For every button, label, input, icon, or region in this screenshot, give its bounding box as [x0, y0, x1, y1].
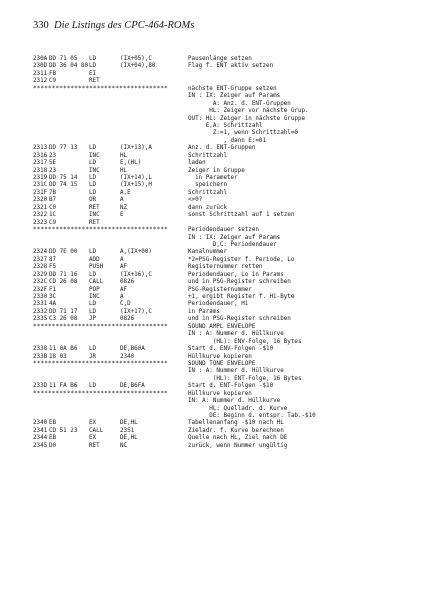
comment-row	[33, 331, 413, 338]
address: 231C	[33, 182, 48, 189]
mnemonic: JP	[89, 316, 97, 323]
comment: +1, ergibt Register f. Hi-Byte	[188, 294, 295, 300]
listing-row	[33, 279, 413, 286]
comment: OUT: HL: Zeiger in nächste Gruppe	[188, 115, 306, 122]
address: 230D	[33, 63, 48, 70]
operand: (IX+15),H	[120, 182, 152, 189]
address: 2332	[33, 308, 48, 315]
listing-row	[33, 71, 413, 78]
listing-row	[33, 197, 413, 204]
operand: DE,HL	[120, 420, 138, 427]
operand: 2351	[120, 427, 135, 434]
hex-bytes: 23	[49, 152, 57, 159]
mnemonic: ADD	[89, 256, 100, 263]
mnemonic: EX	[89, 420, 97, 427]
section-header-row	[33, 324, 413, 331]
section-header-row	[33, 227, 413, 234]
hex-bytes: 3C	[49, 294, 57, 300]
listing-row	[33, 220, 413, 227]
mnemonic: LD	[89, 63, 97, 70]
hex-bytes: 5E	[49, 160, 57, 167]
listing-row	[33, 264, 413, 271]
address: 233B	[33, 353, 48, 360]
comment: Hüllkurve kopieren	[188, 390, 252, 397]
listing-row	[33, 301, 413, 308]
address: 2341	[33, 427, 48, 434]
mnemonic: INC	[89, 212, 100, 219]
operand: (IX+14),L	[120, 175, 152, 181]
comment: (HL): ENV-Folge, 16 Bytes	[188, 338, 302, 345]
hex-bytes: DD 71 17	[49, 308, 78, 315]
hex-bytes: 7B	[49, 189, 57, 196]
hex-bytes: F5	[49, 264, 57, 271]
address: 2344	[33, 435, 48, 442]
hex-bytes: CD 26 08	[49, 279, 78, 286]
listing-row	[33, 316, 413, 323]
hex-bytes: C9	[49, 78, 57, 85]
hex-bytes: FB	[49, 70, 57, 77]
hex-bytes: EB	[49, 420, 57, 427]
operand: (IX+04),80	[120, 63, 156, 70]
listing-row	[33, 153, 413, 160]
comment: , dann E:=01	[188, 137, 267, 144]
address: 2329	[33, 271, 48, 278]
comment: IN: A: Nummer d. Hüllkurve	[188, 398, 281, 405]
comment: E,A: Schrittzahl	[188, 122, 263, 129]
operand: 0826	[120, 316, 135, 323]
comment: PSG-Registernummer	[188, 286, 252, 293]
address: 2318	[33, 167, 48, 174]
listing-row	[33, 205, 413, 212]
comment: Quelle nach HL, Ziel nach DE	[188, 435, 288, 442]
mnemonic: RET	[89, 78, 100, 85]
operand: (IX+17),C	[120, 308, 152, 315]
comment: speichern	[188, 182, 228, 189]
comment: Hüllkurve kopieren	[188, 353, 252, 360]
listing-row	[33, 145, 413, 152]
hex-bytes: C9	[49, 219, 57, 226]
comment: HL: Zeiger vor nächste Grup.	[188, 108, 309, 115]
operand: A,E	[120, 189, 131, 196]
operand: 0826	[120, 279, 135, 286]
comment: *2=PSG-Register f. Periode, Lo	[188, 256, 295, 263]
listing-row	[33, 212, 413, 219]
listing-row	[33, 257, 413, 264]
comment-row	[33, 116, 413, 123]
operand: NC	[120, 442, 128, 449]
operand: HL	[120, 167, 128, 174]
hex-bytes: B7	[49, 197, 57, 204]
listing-row	[33, 272, 413, 279]
operand: NZ	[120, 204, 128, 211]
mnemonic: RET	[89, 204, 100, 211]
listing-row	[33, 56, 413, 63]
hex-bytes: D0	[49, 442, 57, 449]
address: 233D	[33, 383, 48, 390]
mnemonic: EX	[89, 435, 97, 442]
comment: Registernummer retten	[188, 264, 263, 271]
operand: DE,B60A	[120, 346, 145, 353]
mnemonic: LD	[89, 383, 97, 390]
page-number: 330	[33, 20, 49, 31]
comment: Periodendauer, Lo in Params	[188, 271, 284, 278]
hex-bytes: 11 0A B6	[49, 346, 78, 353]
mnemonic: LD	[89, 182, 97, 189]
mnemonic: LD	[89, 145, 97, 152]
listing-row	[33, 190, 413, 197]
comment: Periodendauer, Hi	[188, 301, 249, 308]
listing-row	[33, 78, 413, 85]
hex-bytes: DD 75 14	[49, 175, 78, 181]
comment: Anz. d. ENT-Gruppen	[188, 145, 256, 152]
mnemonic: RET	[89, 442, 100, 449]
address: 2313	[33, 145, 48, 152]
operand: (IX+13),A	[120, 145, 152, 152]
listing-row	[33, 443, 413, 450]
mnemonic: JR	[89, 353, 97, 360]
operand: A	[120, 256, 124, 263]
comment: laden	[188, 160, 206, 167]
mnemonic: CALL	[89, 427, 104, 434]
address: 2331	[33, 301, 48, 308]
operand: E	[120, 212, 124, 219]
listing-row	[33, 383, 413, 390]
comment: HL: Quelladr. d. Kurve	[188, 405, 288, 412]
address: 2316	[33, 152, 48, 159]
comment: A: Anz. d. ENT-Gruppen	[188, 100, 291, 107]
operand: A,(IX+00)	[120, 249, 152, 256]
comment: Pausenlänge setzen	[188, 56, 252, 62]
mnemonic: INC	[89, 167, 100, 174]
comment: Tabellenanfang -$10 nach HL	[188, 420, 284, 427]
operand: HL	[120, 152, 128, 159]
listing-row	[33, 435, 413, 442]
listing-row	[33, 294, 413, 301]
mnemonic: INC	[89, 294, 100, 300]
comment: Z:=1, wenn Schrittzahl=0	[188, 130, 298, 137]
comment: <>0?	[188, 197, 203, 204]
comment: Periodendauer setzen	[188, 227, 259, 234]
comment: Schrittzahl	[188, 152, 228, 159]
address: 2338	[33, 346, 48, 353]
address: 2312	[33, 78, 48, 85]
comment: IN : IX: Zeiger auf Params	[188, 93, 281, 100]
mnemonic: INC	[89, 152, 100, 159]
mnemonic: LD	[89, 175, 97, 181]
address: 2319	[33, 175, 48, 181]
operand: C,D	[120, 301, 131, 308]
mnemonic: LD	[89, 301, 97, 308]
listing-row	[33, 182, 413, 189]
comment-row	[33, 398, 413, 405]
hex-bytes: DD 36 04 80	[49, 63, 89, 70]
comment: und in PSG-Register schreiben	[188, 316, 291, 323]
comment-row	[33, 138, 413, 145]
comment: IN : A: Nummer d. Hüllkurve	[188, 331, 284, 338]
address: 2328	[33, 264, 48, 271]
listing-row	[33, 309, 413, 316]
separator-stars: ************************************	[33, 323, 168, 330]
mnemonic: LD	[89, 346, 97, 353]
hex-bytes: DD 74 15	[49, 182, 78, 189]
hex-bytes: C0	[49, 204, 57, 211]
mnemonic: LD	[89, 56, 97, 62]
operand: A	[120, 197, 124, 204]
listing-row	[33, 168, 413, 175]
comment: Flag f. ENT aktiv setzen	[188, 63, 274, 70]
address: 2321	[33, 204, 48, 211]
address: 230A	[33, 56, 48, 62]
hex-bytes: F1	[49, 286, 57, 293]
operand: (IX+05),C	[120, 56, 152, 62]
hex-bytes: 1C	[49, 212, 57, 219]
comment-row	[33, 242, 413, 249]
address: 2322	[33, 212, 48, 219]
comment-row	[33, 101, 413, 108]
separator-stars: ************************************	[33, 85, 168, 92]
comment: DE: Beginn d. entspr. Tab.-$10	[188, 413, 316, 419]
listing-row	[33, 160, 413, 167]
hex-bytes: 87	[49, 256, 57, 263]
comment: Start d. ENV-Folgen -$10	[188, 346, 274, 353]
address: 2330	[33, 294, 48, 300]
separator-stars: ************************************	[33, 227, 168, 234]
hex-bytes: C3 26 08	[49, 316, 78, 323]
hex-bytes: DD 71 16	[49, 271, 78, 278]
listing-row	[33, 420, 413, 427]
comment: Schrittzahl	[188, 189, 228, 196]
operand: E,(HL)	[120, 160, 142, 167]
comment: zurück, wenn Nummer ungültig	[188, 442, 288, 449]
comment: Start d. ENT-Folgen -$10	[188, 383, 274, 390]
mnemonic: LD	[89, 271, 97, 278]
address: 2335	[33, 316, 48, 323]
hex-bytes: EB	[49, 435, 57, 442]
comment: in Params	[188, 308, 220, 315]
mnemonic: LD	[89, 160, 97, 167]
address: 232C	[33, 279, 48, 286]
listing-row	[33, 249, 413, 256]
address: 2340	[33, 420, 48, 427]
page-header	[33, 20, 194, 31]
operand: (IX+16),C	[120, 271, 152, 278]
comment-row	[33, 108, 413, 115]
comment: Zeiger in Gruppe	[188, 167, 245, 174]
comment-row	[33, 368, 413, 375]
comment-row	[33, 93, 413, 100]
address: 232F	[33, 286, 48, 293]
operand: AF	[120, 286, 128, 293]
hex-bytes: 23	[49, 167, 57, 174]
comment-row	[33, 130, 413, 137]
comment: Zieladr. f. Kurve berechnen	[188, 427, 284, 434]
address: 2324	[33, 249, 48, 256]
address: 2317	[33, 160, 48, 167]
hex-bytes: 18 03	[49, 353, 67, 360]
comment: Kanalnummer	[188, 249, 228, 256]
address: 2311	[33, 70, 48, 77]
hex-bytes: 4A	[49, 301, 57, 308]
mnemonic: EI	[89, 70, 97, 77]
comment: und in PSG-Register schreiben	[188, 279, 291, 286]
mnemonic: LD	[89, 249, 97, 256]
section-header-row	[33, 86, 413, 93]
comment-row	[33, 376, 413, 383]
listing-row	[33, 287, 413, 294]
operand: DE,B6FA	[120, 383, 145, 390]
operand: AF	[120, 264, 128, 271]
mnemonic: RET	[89, 219, 100, 226]
comment: SOUND TONE ENVELOPE	[188, 360, 256, 367]
mnemonic: LD	[89, 308, 97, 315]
comment: dann zurück	[188, 204, 228, 211]
address: 2323	[33, 219, 48, 226]
mnemonic: POP	[89, 286, 100, 293]
address: 231F	[33, 189, 48, 196]
comment: SOUND AMPL ENVELOPE	[188, 323, 256, 330]
comment-row	[33, 406, 413, 413]
operand: DE,HL	[120, 435, 138, 442]
listing-row	[33, 175, 413, 182]
address: 2320	[33, 197, 48, 204]
section-header-row	[33, 391, 413, 398]
mnemonic: LD	[89, 189, 97, 196]
comment-row	[33, 235, 413, 242]
comment-row	[33, 123, 413, 130]
mnemonic: OR	[89, 197, 97, 204]
listing-row	[33, 428, 413, 435]
comment: IN : IX: Zeiger auf Params	[188, 234, 281, 241]
comment: sonst Schrittzahl auf 1 setzen	[188, 212, 295, 219]
address: 2327	[33, 256, 48, 263]
address: 2345	[33, 442, 48, 449]
operand: A	[120, 294, 124, 300]
listing-row	[33, 346, 413, 353]
mnemonic: CALL	[89, 279, 104, 286]
comment-row	[33, 413, 413, 420]
listing-row	[33, 63, 413, 70]
comment: IN : A: Nummer d. Hüllkurve	[188, 368, 284, 375]
assembly-listing	[33, 56, 413, 450]
comment: (HL): ENT-Folge, 16 Bytes	[188, 375, 302, 382]
listing-row	[33, 354, 413, 361]
comment: nächste ENT-Gruppe setzen	[188, 85, 277, 92]
hex-bytes: DD 7E 00	[49, 249, 78, 256]
hex-bytes: CD 51 23	[49, 427, 78, 434]
hex-bytes: DD 77 13	[49, 145, 78, 152]
section-header-row	[33, 361, 413, 368]
page-title: Die Listings des CPC-464-ROMs	[54, 20, 195, 31]
mnemonic: PUSH	[89, 264, 104, 271]
comment: in Parameter	[188, 175, 238, 181]
comment-row	[33, 339, 413, 346]
hex-bytes: DD 71 05	[49, 56, 78, 62]
separator-stars: ************************************	[33, 390, 168, 397]
hex-bytes: 11 FA B6	[49, 383, 78, 390]
operand: 2340	[120, 353, 135, 360]
comment: D,C: Periodendauer	[188, 241, 277, 248]
separator-stars: ************************************	[33, 360, 168, 367]
